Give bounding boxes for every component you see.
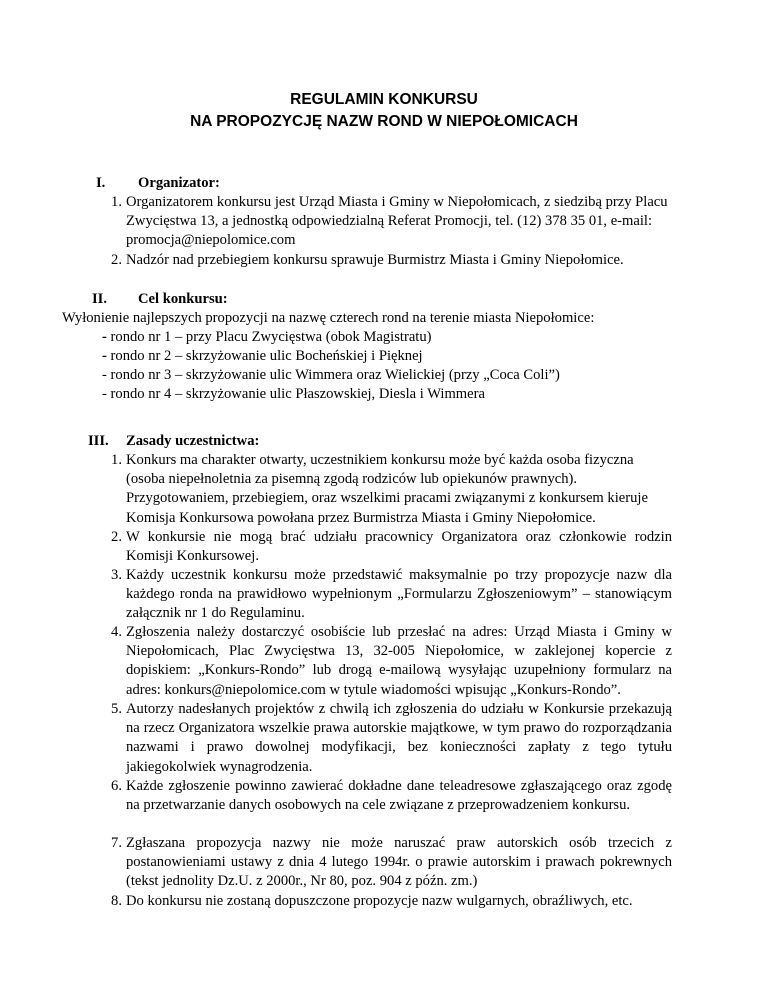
item-number: 3. <box>111 567 122 583</box>
section-number: III. <box>88 433 109 449</box>
document-title-line-1: REGULAMIN KONKURSU <box>290 91 478 108</box>
document-title-line-2: NA PROPOZYCJĘ NAZW ROND W NIEPOŁOMICACH <box>190 113 578 130</box>
rondo-text: rondo nr 4 – skrzyżowanie ulic Płaszowskiej, Diesla i Wimmera <box>110 386 485 402</box>
dash: - <box>102 386 107 402</box>
item-number: 2. <box>111 252 122 268</box>
item-number: 4. <box>111 624 122 640</box>
item-text: Każde zgłoszenie powinno zawierać dokładne dane teleadresowe zgłaszającego oraz zgodę na przetwarzanie danych osobowych na cele związane z przeprowadzeniem konkursu. <box>126 778 672 814</box>
item-number: 2. <box>111 529 122 545</box>
dash: - <box>102 329 107 345</box>
rondo-item-2 <box>102 347 423 366</box>
item-text: Każdy uczestnik konkursu może przedstawić maksymalnie po trzy propozycje nazw dla każdego ronda na prawidłowo wypełnionym „Formularzu Zgłoszeniowym” – stanowiącym załącznik nr 1 do Regulaminu. <box>126 567 672 622</box>
item-text: Autorzy nadesłanych projektów z chwilą ich zgłoszenia do udziału w Konkursie przekazują na rzecz Organizatora wszelkie prawa autorskie majątkowe, w tym prawo do rozporządzania nazwami i prawo dowolnej modyfikacji, bez konieczności zapłaty z tego tytułu jakiegokolwiek wynagrodzenia. <box>126 701 672 775</box>
item-text: Do konkursu nie zostaną dopuszczone propozycje nazw wulgarnych, obraźliwych, etc. <box>126 893 633 909</box>
section-number: II. <box>92 291 108 307</box>
item-number: 6. <box>111 778 122 794</box>
item-number: 8. <box>111 893 122 909</box>
section-heading: Zasady uczestnictwa: <box>126 433 260 449</box>
rondo-text: rondo nr 1 – przy Placu Zwycięstwa (obok Magistratu) <box>110 329 432 345</box>
dash: - <box>102 367 107 383</box>
item-number: 1. <box>111 452 122 468</box>
item-number: 1. <box>111 194 122 210</box>
rondo-text: rondo nr 2 – skrzyżowanie ulic Bocheńskiej i Pięknej <box>110 348 423 364</box>
section-heading: Cel konkursu: <box>138 291 228 307</box>
section-heading: Organizator: <box>138 175 220 191</box>
section-number: I. <box>96 175 106 191</box>
item-text: W konkursie nie mogą brać udziału pracownicy Organizatora oraz członkowie rodzin Komisji Konkursowej. <box>126 529 672 565</box>
item-text: Zgłaszana propozycja nazwy nie może naruszać praw autorskich osób trzecich z postanowieniami ustawy z dnia 4 lutego 1994r. o prawie autorskim i prawach pokrewnych (tekst jednolity Dz.U. z 2000r., Nr 80, poz. 904 z późn. zm.) <box>126 835 672 890</box>
item-text: Zgłoszenia należy dostarczyć osobiście lub przesłać na adres: Urząd Miasta i Gminy w Niepołomicach, Plac Zwycięstwa 13, 32-005 Niepołomice, w zaklejonej kopercie z dopiskiem: „Konkurs-Rondo” lub drogą e-mailową wysyłając uzupełniony formularz na adres: konkurs@niepolomice.com w tytule wiadomości wpisując „Konkurs-Rondo”. <box>126 624 672 698</box>
item-text: Organizatorem konkursu jest Urząd Miasta i Gminy w Niepołomicach, z siedzibą przy Placu Zwycięstwa 13, a jednostką odpowiedzialną Referat Promocji, tel. (12) 378 35 01, e-mail: promocja@niepolomice.com <box>126 194 668 249</box>
dash: - <box>102 348 107 364</box>
item-number: 5. <box>111 701 122 717</box>
item-text: Konkurs ma charakter otwarty, uczestnikiem konkursu może być każda osoba fizyczna (osoba niepełnoletnia za pisemną zgodą rodziców lub opiekunów prawnych). Przygotowaniem, przebiegiem, oraz wszelkimi pracami związanymi z konkursem kieruje Komisja Konkursowa powołana przez Burmistrza Miasta i Gminy Niepołomice. <box>126 452 648 526</box>
item-number: 7. <box>111 835 122 851</box>
rondo-item-1 <box>102 328 432 347</box>
rondo-item-3 <box>102 366 560 385</box>
item-text: Nadzór nad przebiegiem konkursu sprawuje Burmistrz Miasta i Gminy Niepołomice. <box>126 252 624 268</box>
rondo-text: rondo nr 3 – skrzyżowanie ulic Wimmera oraz Wielickiej (przy „Coca Coli”) <box>110 367 560 383</box>
section-intro: Wyłonienie najlepszych propozycji na nazwę czterech rond na terenie miasta Niepołomice: <box>62 310 595 326</box>
rondo-item-4 <box>102 385 485 404</box>
